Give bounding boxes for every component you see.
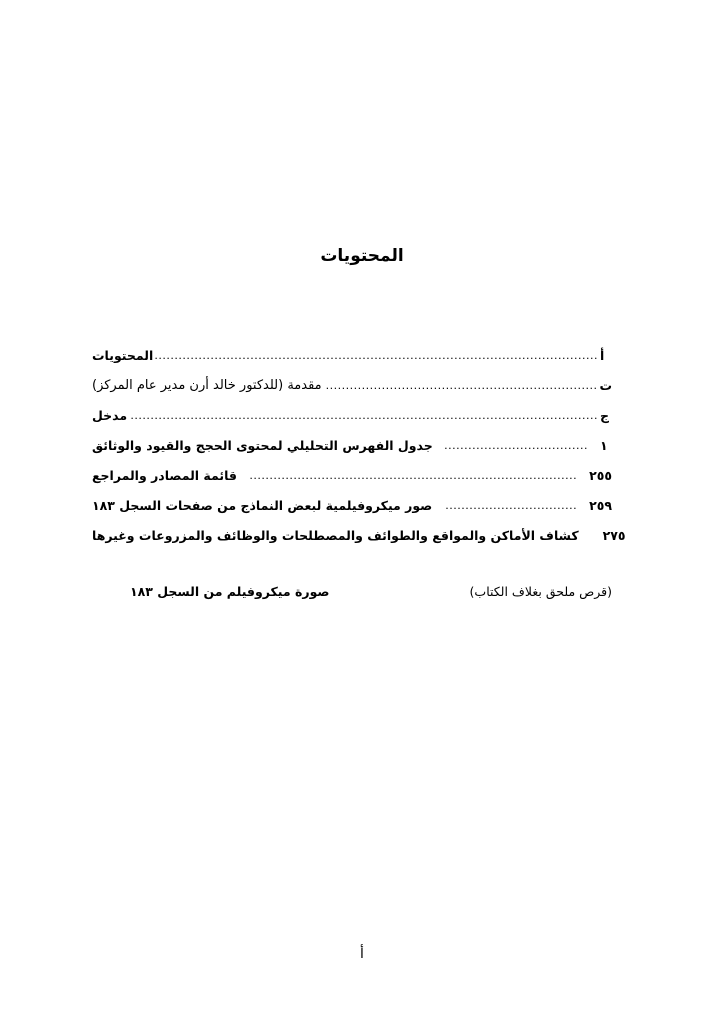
page-number: أ xyxy=(360,946,364,962)
toc-page-number: ٢٥٩ xyxy=(589,497,612,513)
toc-page-number: ج xyxy=(600,407,610,423)
toc-entry-label: كشاف الأماكن والمواقع والطوائف والمصطلحات والوظائف والمزروعات وغيرها xyxy=(92,527,579,543)
microfilm-note xyxy=(130,584,612,599)
table-of-contents xyxy=(92,340,626,550)
toc-page-number: ت xyxy=(599,377,612,393)
toc-page-number: أ xyxy=(600,347,605,363)
toc-entry-label: مقدمة (للدكتور خالد أرن مدير عام المركز) xyxy=(92,377,322,393)
toc-page-number: ١ xyxy=(600,437,608,453)
microfilm-note-attachment: (قرص ملحق بغلاف الكتاب) xyxy=(469,584,612,599)
toc-row xyxy=(92,490,612,520)
toc-leader-dots xyxy=(249,469,577,482)
microfilm-note-title: صورة ميكروفيلم من السجل ١٨٣ xyxy=(130,584,330,599)
toc-entry-label: مدخل xyxy=(92,407,128,423)
toc-leader-dots xyxy=(155,349,598,362)
toc-leader-dots xyxy=(444,499,577,512)
toc-page-number: ٢٧٥ xyxy=(602,527,626,543)
toc-row xyxy=(92,460,612,490)
toc-row xyxy=(92,430,612,460)
toc-page-number: ٢٥٥ xyxy=(589,467,612,483)
toc-row xyxy=(92,340,612,370)
toc-row xyxy=(92,520,626,550)
toc-leader-dots xyxy=(324,379,598,392)
toc-entry-label: قائمة المصادر والمراجع xyxy=(92,467,237,483)
toc-leader-dots xyxy=(445,439,588,452)
toc-leader-dots xyxy=(129,409,598,422)
toc-entry-label: جدول الفهرس التحليلي لمحتوى الحجج والقيود والوثائق xyxy=(92,437,433,453)
page-title: المحتويات xyxy=(320,246,404,266)
toc-row xyxy=(92,400,612,430)
toc-entry-label: صور ميكروفيلمية لبعض النماذج من صفحات السجل ١٨٣ xyxy=(92,497,433,513)
toc-entry-label: المحتويات xyxy=(92,347,154,363)
toc-row xyxy=(92,370,612,400)
